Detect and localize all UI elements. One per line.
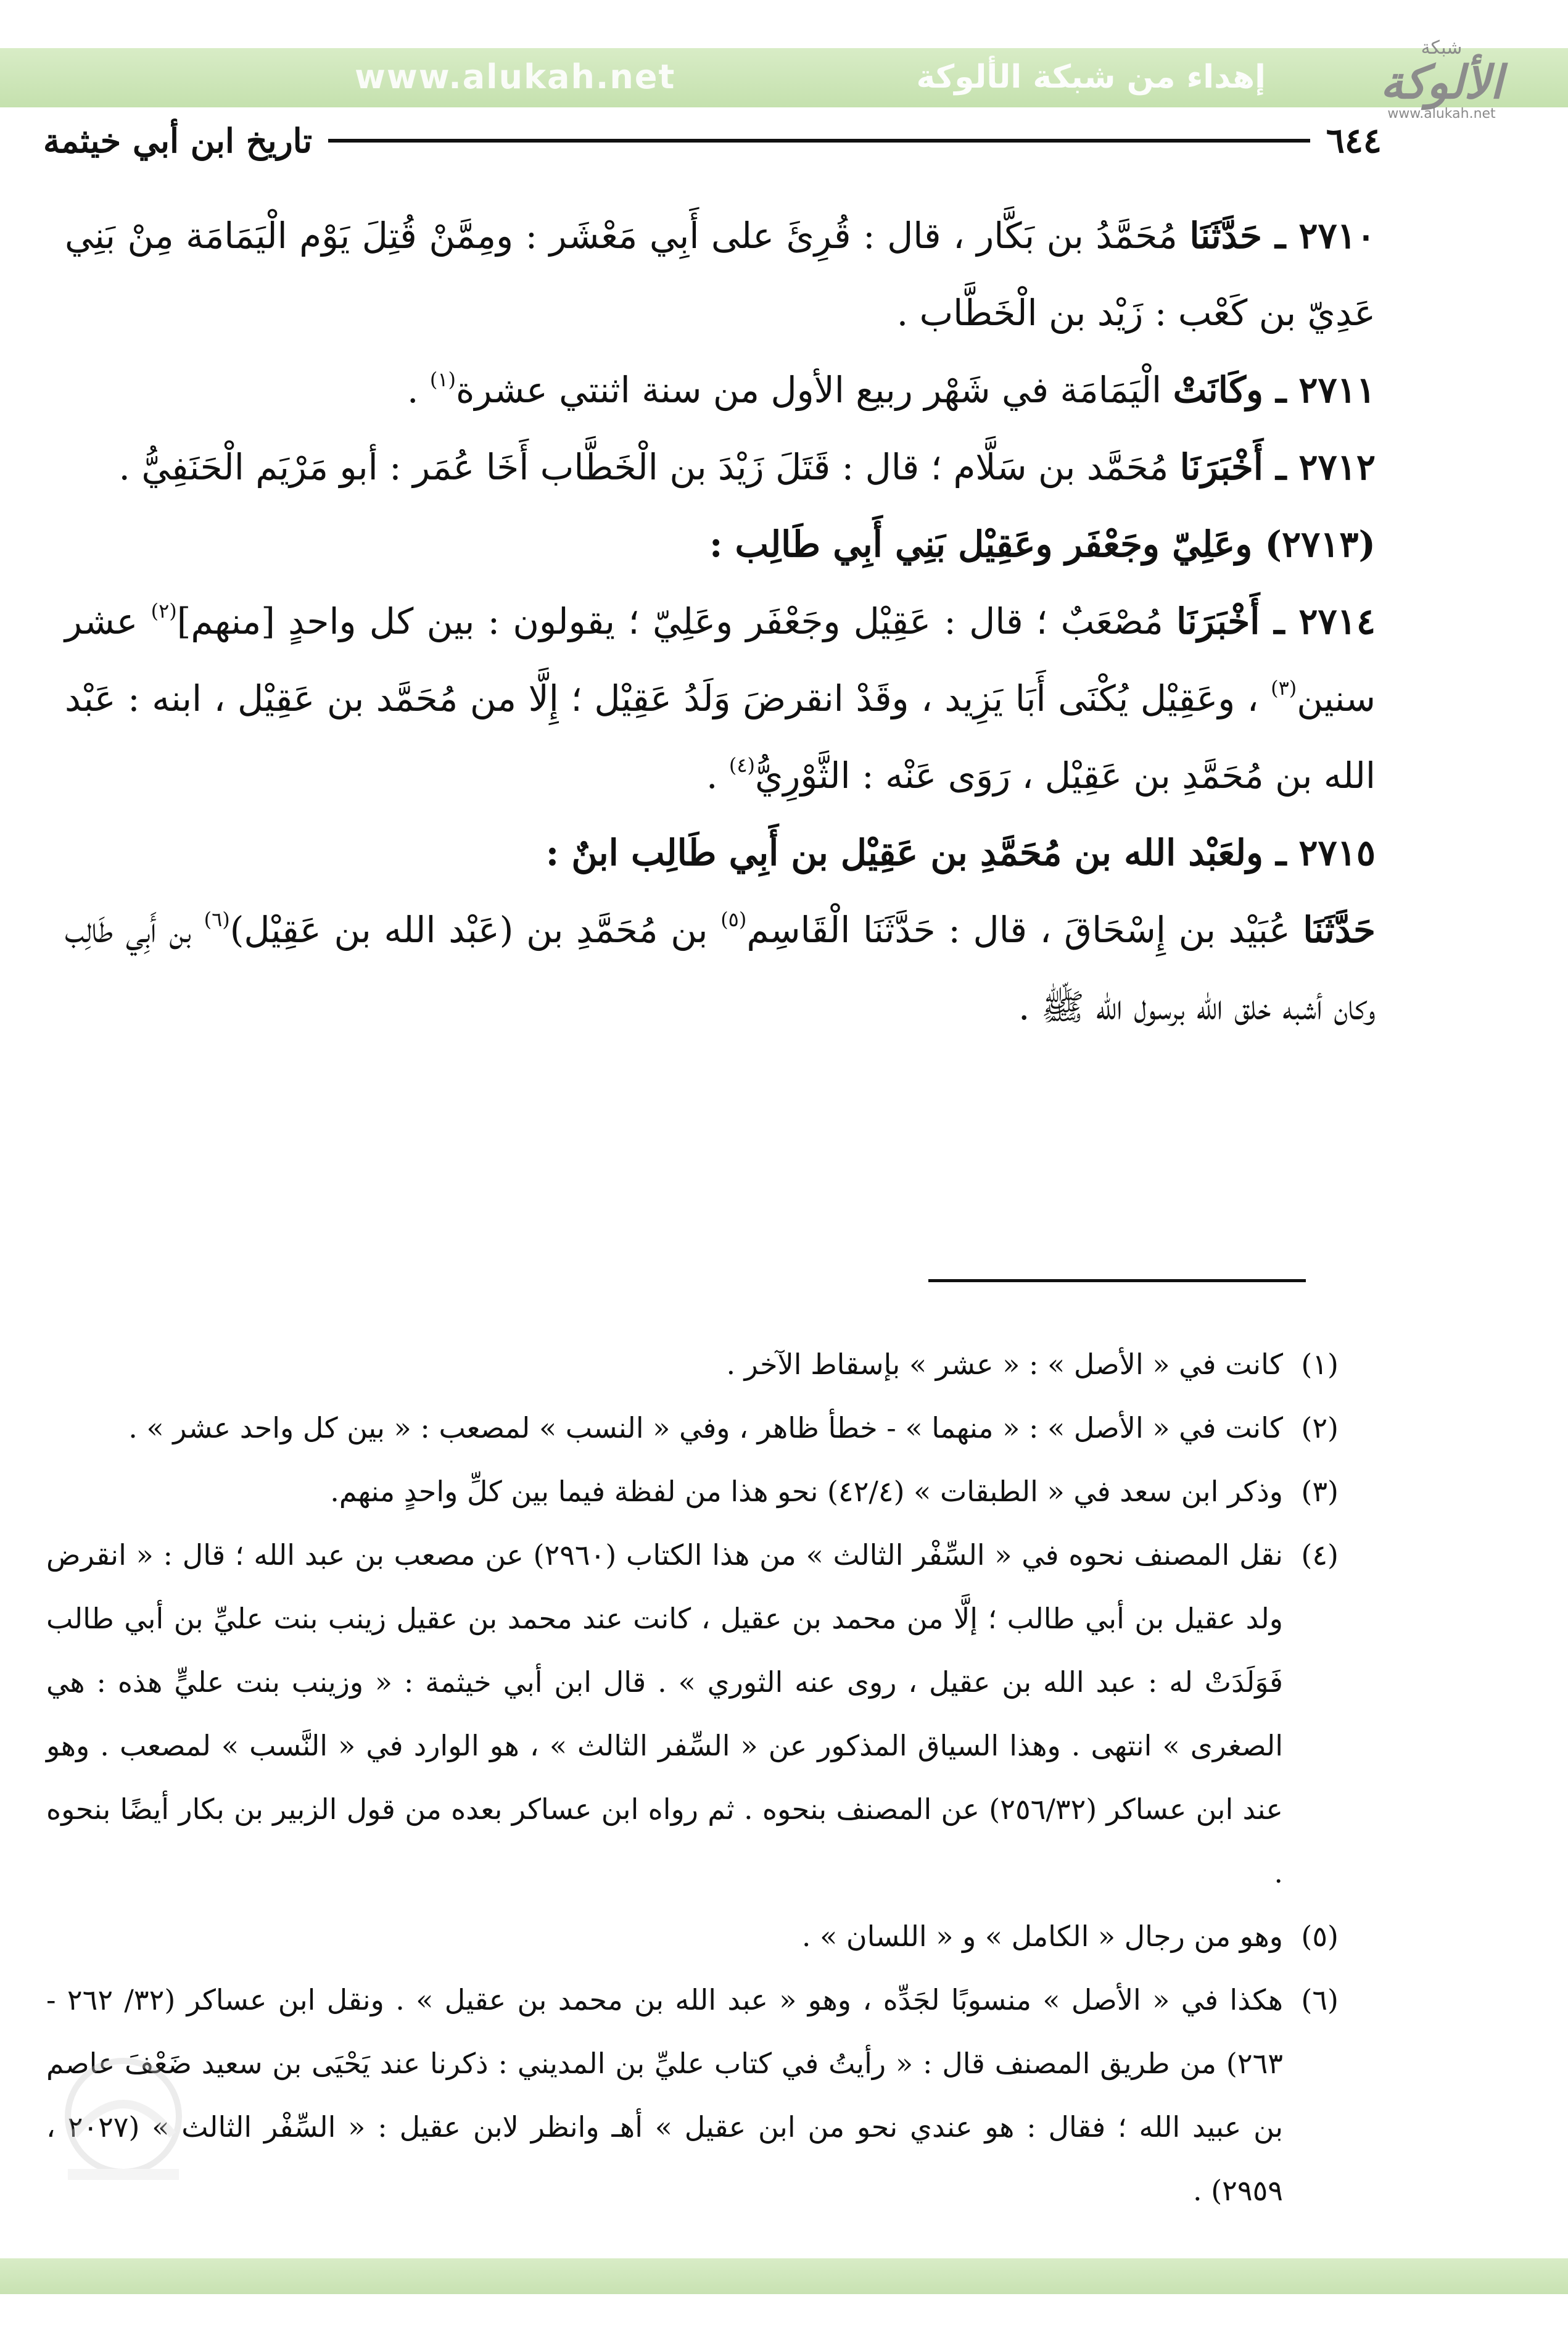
entry-number: ٢٧١٤	[1298, 600, 1376, 642]
footnote-5	[46, 1905, 1339, 1968]
footnote-mark: (٢)	[1301, 1411, 1339, 1444]
entry-tail: .	[406, 369, 430, 411]
footnote-mark: (٤)	[1301, 1538, 1339, 1572]
footnote-ref[interactable]: (١)	[429, 368, 456, 391]
footnote-ref[interactable]: (٢)	[151, 599, 177, 623]
chain-word: حَدَّثَنَا	[1303, 909, 1376, 951]
site-banner	[0, 48, 1568, 107]
footnote-separator	[928, 1279, 1306, 1282]
footnote-text: كانت في « الأصل » : « منهما » - خطأ ظاهر ، وفي « النسب » لمصعب : « بين كل واحد عشر » .	[128, 1411, 1283, 1444]
footnote-text: كانت في « الأصل » : « عشر » بإسقاط الآخر .	[726, 1348, 1283, 1381]
running-title: تاريخ ابن أبي خيثمة	[43, 121, 313, 160]
entry-number: ٢٧١٠	[1298, 215, 1376, 257]
footnote-ref[interactable]: (٤)	[728, 753, 755, 777]
watermark-emblem-icon	[31, 2049, 216, 2190]
entry-text: مُحَمَّدُ بن بَكَّار ، قال : قُرِئَ على أَبِي مَعْشَر : ومِمَّنْ قُتِلَ يَوْم الْيَمَامَة مِنْ بَنِي عَدِيّ بن كَعْب : زَيْد بن الْخَطَّاب .	[65, 215, 1376, 334]
chain-word: أَخْبَرَنَا	[1179, 446, 1263, 488]
footnote-3	[46, 1460, 1339, 1523]
entry-2714: ٢٧١٤ ـ أَخْبَرَنَا مُصْعَبٌ ؛ قال : عَقِيْل وجَعْفَر وعَلِيّ ؛ يقولون : بين كل واحدٍ [منهم]$^{(٢)}$ عشر سنين$^{(٣)}$ ، وعَقِيْل يُكْنَى أَبَا يَزِيد ، وقَدْ انقرضَ وَلَدُ عَقِيْل ؛ إِلَّا من مُحَمَّد بن عَقِيْل ، ابنه : عَبْد الله بن مُحَمَّدِ بن عَقِيْل ، رَوَى عَنْه : الثَّوْرِيُّ$^{(٤)}$ .	[65, 599, 1376, 797]
entry-2710: ٢٧١٠ ـ حَدَّثَنَا مُحَمَّدُ بن بَكَّار ، قال : قُرِئَ على أَبِي مَعْشَر : ومِمَّنْ قُتِلَ يَوْم الْيَمَامَة مِنْ بَنِي عَدِيّ بن كَعْب : زَيْد بن الْخَطَّاب .	[65, 215, 1376, 334]
footnote-text: وذكر ابن سعد في « الطبقات » (٤٢/٤) نحو هذا من لفظة فيما بين كلِّ واحدٍ منهم.	[330, 1475, 1283, 1508]
footnotes	[46, 1333, 1339, 2223]
entry-text: مُحَمَّد بن سَلَّام ؛ قال : قَتَلَ زَيْدَ بن الْخَطَّاب أَخَا عُمَر : أبو مَرْيَم الْحَنَفِيُّ .	[118, 446, 1169, 488]
footnote-mark: (٦)	[1301, 1983, 1339, 2016]
heading-2713: (٢٧١٣) وعَلِيّ وجَعْفَر وعَقِيْل بَنِي أَبِي طَالِب :	[709, 523, 1376, 565]
entry-2712: ٢٧١٢ ـ أَخْبَرَنَا مُحَمَّد بن سَلَّام ؛ قال : قَتَلَ زَيْدَ بن الْخَطَّاب أَخَا عُمَر : أبو مَرْيَم الْحَنَفِيُّ .	[118, 446, 1376, 488]
entry-text: عُبَيْد بن إِسْحَاقَ ، قال : حَدَّثَنَا الْقَاسِم	[746, 909, 1303, 951]
banner-gift-text: إهداء من شبكة الألوكة	[916, 59, 1266, 96]
chain-word: حَدَّثَنَا	[1189, 215, 1262, 257]
logo-top-text: شبكة	[1421, 37, 1463, 59]
footnote-6	[46, 1968, 1339, 2223]
footnote-text: هكذا في « الأصل » منسوبًا لجَدِّه ، وهو « عبد الله بن محمد بن عقيل » . ونقل ابن عساكر (٣٢/ ٢٦٢ - ٢٦٣) من طريق المصنف قال : « رأيتُ في كتاب عليِّ بن المديني : ذكرنا عند يَحْيَى بن سعيد ضَعْفَ عاصم بن عبيد الله ؛ فقال : هو عندي نحو من ابن عقيل » أهـ وانظر لابن عقيل : « السِّفْر الثالث » (٢٠٢٧ ، ٢٩٥٩) .	[46, 1983, 1284, 2207]
header-rule	[328, 139, 1310, 143]
entry-text: عشر سنين	[65, 600, 1376, 719]
entry-text: مُصْعَبٌ ؛ قال : عَقِيْل وجَعْفَر وعَلِيّ ؛ يقولون : بين كل واحدٍ [منهم]	[176, 600, 1163, 642]
chain-word: وكَانَتْ	[1173, 369, 1263, 411]
footnote-ref[interactable]: (٣)	[1271, 676, 1297, 700]
footnote-ref[interactable]: (٥)	[720, 908, 747, 931]
entry-text: بن أَبِي طَالِب وكان أشبه خلق الله برسول الله ﷺ .	[65, 909, 1376, 1028]
bottom-banner	[0, 2258, 1568, 2294]
footnote-text: نقل المصنف نحوه في « السِّفْر الثالث » من هذا الكتاب (٢٩٦٠) عن مصعب بن عبد الله ؛ قال : « انقرض ولد عقيل بن أبي طالب ؛ إلَّا من محمد بن عقيل ، كانت عند محمد بن عقيل زينب بنت عليِّ بن أبي طالب فَوَلَدَتْ له : عبد الله بن عقيل ، روى عنه الثوري » . قال ابن أبي خيثمة : « وزينب بنت عليٍّ هذه : هي الصغرى » انتهى . وهذا السياق المذكور عن « السِّفر الثالث » ، هو الوارد في « النَّسب » لمصعب . وهو عند ابن عساكر (٢٥٦/٣٢) عن المصنف بنحوه . ثم رواه ابن عساكر بعده من قول الزبير بن بكار أيضًا بنحوه .	[46, 1538, 1283, 1889]
footnote-mark: (٥)	[1301, 1920, 1339, 1953]
chain-word: أَخْبَرَنَا	[1176, 600, 1260, 642]
banner-url[interactable]: www.alukah.net	[355, 57, 676, 96]
logo-main-text: الألوكة	[1380, 56, 1503, 109]
entry-number: ٢٧١١	[1298, 369, 1376, 411]
footnote-1	[46, 1333, 1339, 1396]
entry-text: ، وعَقِيْل يُكْنَى أَبَا يَزِيد ، وقَدْ انقرضَ وَلَدُ عَقِيْل ؛ إِلَّا من مُحَمَّد بن عَقِيْل ، ابنه : عَبْد الله بن مُحَمَّدِ بن عَقِيْل ، رَوَى عَنْه : الثَّوْرِيُّ	[65, 678, 1376, 797]
footnote-4	[46, 1523, 1339, 1905]
footnote-text: وهو من رجال « الكامل » و « اللسان » .	[801, 1920, 1283, 1953]
entry-2715-body	[65, 892, 1376, 1046]
entry-text: الْيَمَامَة في شَهْر ربيع الأول من سنة اثنتي عشرة	[456, 369, 1162, 411]
heading-2715: ٢٧١٥ ـ ولعَبْد الله بن مُحَمَّدِ بن عَقِيْل بن أَبِي طَالِب ابنٌ :	[545, 832, 1376, 874]
footnote-mark: (٣)	[1301, 1475, 1339, 1508]
main-text	[65, 197, 1376, 1046]
footnote-ref[interactable]: (٦)	[204, 908, 230, 931]
footnote-2	[46, 1396, 1339, 1460]
footnote-mark: (١)	[1301, 1348, 1339, 1381]
logo-url-text: www.alukah.net	[1387, 106, 1496, 122]
page-number: ٦٤٤	[1326, 120, 1382, 161]
entry-number: ٢٧١٢	[1298, 446, 1376, 488]
entry-tail: .	[706, 755, 729, 797]
entry-text: بن مُحَمَّدِ بن (عَبْد الله بن عَقِيْل)	[229, 909, 721, 951]
page-header	[43, 116, 1382, 165]
entry-2711: ٢٧١١ ـ وكَانَتْ الْيَمَامَة في شَهْر ربيع الأول من سنة اثنتي عشرة$^{(١)}$ .	[406, 368, 1376, 411]
